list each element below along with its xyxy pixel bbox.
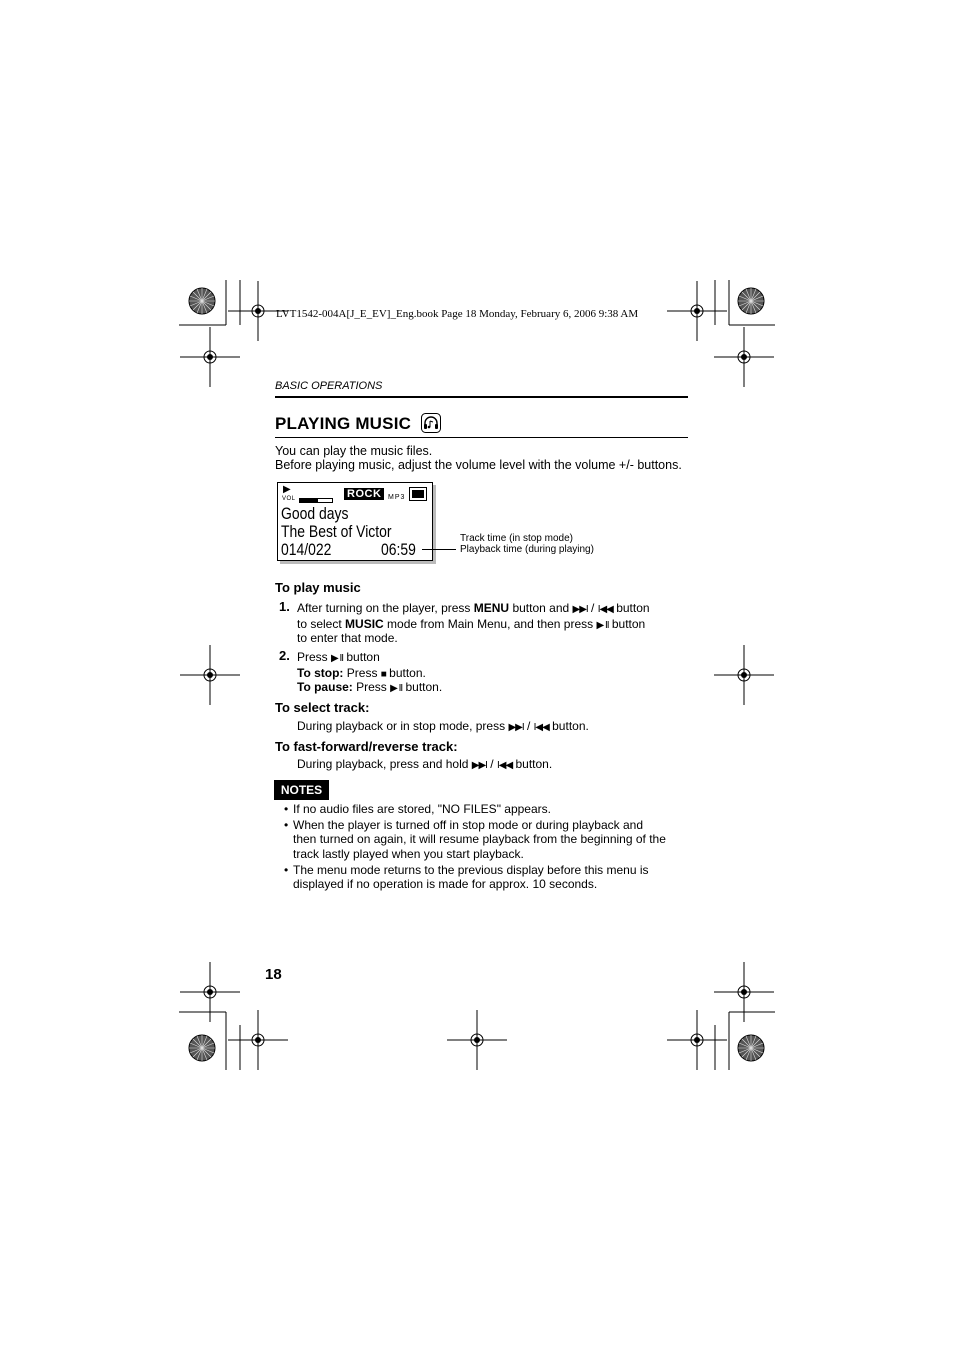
step-2-text: Press ▶ II button [297,650,380,664]
lcd-album-title: The Best of Victor [281,522,392,541]
registration-star-top-left [189,288,215,314]
play-pause-icon: ▶ II [331,653,344,664]
note-2-line-3: track lastly played when you start playback. [293,847,524,861]
intro-line-2: Before playing music, adjust the volume level with the volume +/- buttons. [275,458,682,472]
note-2-line-1: When the player is turned off in stop mode or during playback and [293,818,643,832]
crosshair-bottom-right-b [667,1010,727,1070]
previous-track-icon: I◀◀ [533,722,549,733]
lcd-format: MP3 [388,494,406,501]
notes-badge: NOTES [274,780,329,800]
headphones-icon [421,413,441,433]
callout-leader [422,549,456,550]
to-stop-line: To stop: Press ■ button. [297,666,426,680]
previous-track-icon: I◀◀ [597,604,613,615]
step-1-number: 1. [279,599,290,614]
page-title: PLAYING MUSIC [275,414,412,433]
lcd-volume-bar [299,498,333,503]
next-track-icon: ▶▶I [508,722,524,733]
lcd-genre-badge: ROCK [344,488,384,500]
crosshair-top-right-a [667,281,727,341]
page-number: 18 [265,966,282,983]
step-1-line-2: to select MUSIC mode from Main Menu, and then press ▶ II button [297,617,646,631]
note-bullet: • [284,818,289,832]
note-bullet: • [284,863,289,877]
lcd-display [277,482,433,561]
lcd-song-title: Good days [281,504,349,523]
lcd-volume-fill [300,499,318,502]
next-track-icon: ▶▶I [471,760,487,771]
lcd-vol-label: VOL [282,496,296,502]
step-1-line-1: After turning on the player, press MENU button and ▶▶I / I◀◀ button [297,601,650,615]
stop-icon: ■ [380,669,386,680]
heading-to-play-music: To play music [275,580,361,595]
registration-star-top-right [738,288,764,314]
step-2-number: 2. [279,648,290,663]
battery-icon [409,487,427,501]
crosshair-top-right-b [714,327,774,387]
lcd-track-counter: 014/022 [281,540,332,559]
fast-forward-text: During playback, press and hold ▶▶I / I◀◀ button. [297,757,553,771]
callout-playback-time: Playback time (during playing) [460,544,594,555]
crosshair-bottom-center [447,1010,507,1070]
section-rule [275,396,688,398]
note-1: If no audio files are stored, "NO FILES" appears. [293,802,551,816]
heading-to-select-track: To select track: [275,700,370,715]
crosshair-bottom-left-a [180,962,240,1022]
play-pause-icon: ▶ II [596,620,609,631]
next-track-icon: ▶▶I [572,604,588,615]
intro-line-1: You can play the music files. [275,444,433,458]
callout-track-time: Track time (in stop mode) [460,533,573,544]
note-2-line-2: then turned on again, it will resume playback from the beginning of the [293,832,666,846]
heading-fast-forward: To fast-forward/reverse track: [275,739,458,754]
note-bullet: • [284,802,289,816]
previous-track-icon: I◀◀ [496,760,513,771]
crosshair-bottom-right-a [714,962,774,1022]
to-pause-line: To pause: Press ▶ II button. [297,680,443,694]
select-track-text: During playback or in stop mode, press ▶▶I / I◀◀ button. [297,719,589,733]
crosshair-bottom-left-b [228,1010,288,1070]
registration-star-bottom-left [189,1035,215,1061]
crosshair-mid-right [714,645,774,705]
note-3-line-1: The menu mode returns to the previous display before this menu is [293,863,649,877]
title-rule [275,437,688,438]
book-info-line: LVT1542-004A[J_E_EV]_Eng.book Page 18 Monday, February 6, 2006 9:38 AM [276,308,639,320]
section-label: BASIC OPERATIONS [275,380,383,392]
play-pause-icon: ▶ II [390,683,403,694]
crosshair-mid-left [180,645,240,705]
lcd-time: 06:59 [381,540,416,559]
step-1-line-3: to enter that mode. [297,631,398,645]
crosshair-top-left-b [180,327,240,387]
registration-star-bottom-right [738,1035,764,1061]
lcd-play-symbol: ▶ [283,484,291,495]
note-3-line-2: displayed if no operation is made for approx. 10 seconds. [293,877,598,891]
